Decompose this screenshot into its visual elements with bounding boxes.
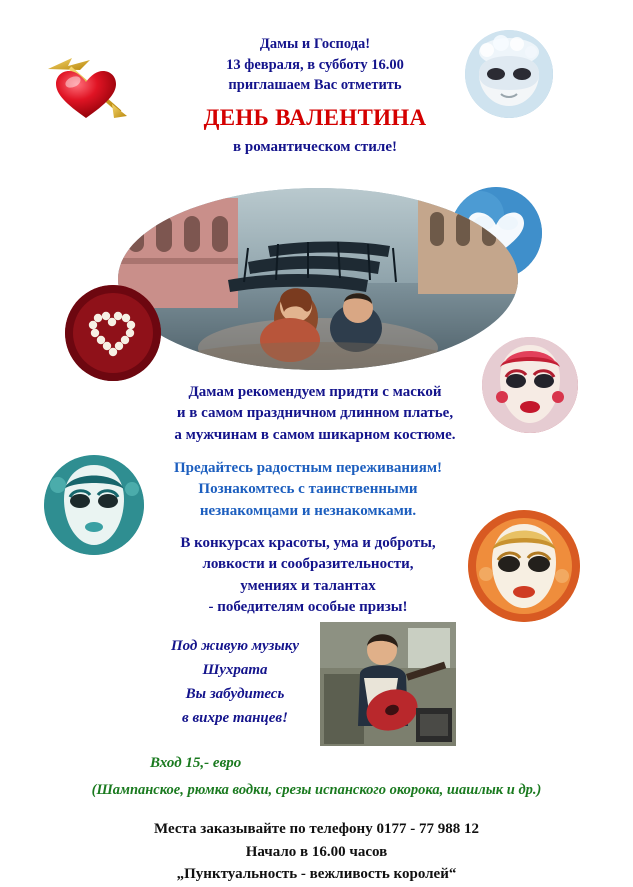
- entry-price: Вход 15,- евро: [150, 755, 242, 771]
- contest-line-1: В конкурсах красоты, ума и доброты,: [180, 535, 436, 551]
- footer-contact-block: [10, 818, 623, 886]
- header-line-2: 13 февраля, в субботу 16.00: [226, 56, 404, 73]
- contest-line-3: умениях и талантах: [240, 577, 376, 594]
- joy-line-3: незнакомцами и незнакомками.: [199, 502, 417, 519]
- red-venetian-mask-icon: [482, 337, 578, 433]
- orange-venetian-mask-icon: [468, 510, 580, 622]
- header-line-3: приглашаем Вас отметить: [228, 77, 402, 94]
- contest-paragraph: [128, 533, 488, 618]
- dress-line-3: а мужчинам в самом шикарном костюме.: [174, 426, 456, 443]
- header-line-5: в романтическом стиле!: [233, 139, 397, 156]
- dress-code-paragraph: [120, 382, 510, 446]
- footer-start-time-line: Начало в 16.00 часов: [245, 843, 388, 860]
- live-music-paragraph: [140, 634, 330, 730]
- venice-gondolas-couple-photo: [118, 188, 518, 370]
- pearl-heart-icon: [65, 285, 161, 381]
- music-line-4: в вихре танцев!: [182, 710, 288, 726]
- dress-line-1: Дамам рекомендуем придти с маской: [188, 384, 442, 400]
- joy-line-1: Предайтесь радостным переживаниям!: [173, 460, 443, 476]
- footer-phone-line: Места заказывайте по телефону 0177 - 77 988 12: [154, 821, 479, 837]
- joy-paragraph: [128, 458, 488, 522]
- header-invitation-text: [150, 34, 480, 159]
- page-title: ДЕНЬ ВАЛЕНТИНА: [203, 104, 427, 130]
- entry-price-note: (Шампанское, рюмка водки, срезы испанского окорока, шашлык и др.): [91, 782, 542, 798]
- contest-line-4: - победителям особые призы!: [208, 598, 408, 615]
- guitarist-musician-photo: [320, 622, 456, 746]
- heart-pierced-by-arrow-icon: [28, 46, 138, 126]
- footer-motto-line: „Пунктуальность - вежливость королей“: [176, 866, 457, 882]
- contest-line-2: ловкости и сообразительности,: [202, 556, 414, 573]
- dress-line-2: и в самом праздничном длинном платье,: [176, 405, 454, 422]
- music-line-3: Вы забудитесь: [185, 686, 285, 702]
- music-line-2: Шухрата: [202, 662, 268, 678]
- header-line-1: Дамы и Господа!: [259, 36, 371, 52]
- joy-line-2: Познакомтесь с таинственными: [198, 481, 418, 498]
- music-line-1: Под живую музыку: [170, 638, 300, 654]
